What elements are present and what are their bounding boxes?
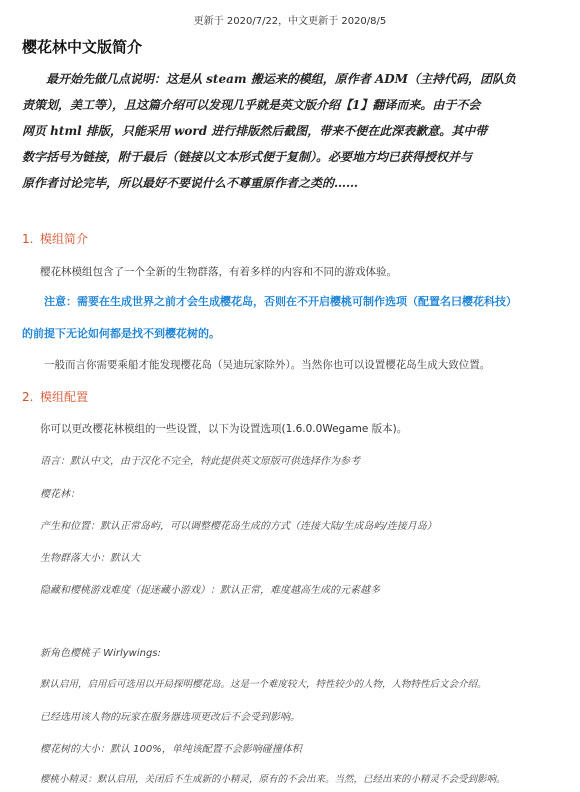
page-title: 樱花林中文版简介: [22, 38, 143, 56]
section-number: 1.: [22, 232, 34, 246]
section-heading-1: [22, 230, 88, 247]
intro-line: 最开始先做几点说明：这是从 steam 搬运来的模组，原作者 ADM（主持代码，团队负: [46, 72, 516, 86]
config-item: 隐藏和樱桃游戏难度（捉迷藏小游戏）：默认正常，难度越高生成的元素越多: [40, 585, 380, 596]
config-item: 默认启用，启用后可选用以开局探明樱花岛。这是一个难度较大，特性较少的人物，人物特性后文会介绍。: [40, 679, 487, 690]
section2-paragraph: 你可以更改樱花林模组的一些设置，以下为设置选项(1.6.0.0Wegame 版本)。: [40, 423, 408, 435]
warning-note-line: 的前提下无论如何都是找不到樱花树的。: [22, 327, 220, 340]
section-heading-2: [22, 388, 88, 405]
section-title: 模组简介: [40, 232, 89, 246]
intro-line: 网页 html 排版，只能采用 word 进行排版然后截图，带来不便在此深表歉意。其中带: [22, 124, 488, 138]
section-number: 2.: [22, 390, 34, 404]
intro-line: 数字括号为链接，附于最后（链接以文本形式便于复制）。必要地方均已获得授权并与: [22, 150, 473, 164]
config-item: 樱桃小精灵：默认启用，关闭后不生成新的小精灵，原有的不会出来。当然，已经出来的小精灵不会受到影响。: [40, 774, 506, 785]
config-item: 产生和位置：默认正常岛屿，可以调整樱花岛生成的方式（连接大陆/生成岛屿/连接月岛）: [40, 521, 437, 532]
config-item: 生物群落大小：默认大: [40, 553, 140, 564]
config-item: 新角色樱桃子 Wirlywings:: [40, 648, 161, 659]
config-item: 樱花林：: [40, 489, 80, 500]
warning-note-line: 注意：需要在生成世界之前才会生成樱花岛，否则在不开启樱桃可制作选项（配置名曰樱花科技）: [44, 295, 517, 308]
section-title: 模组配置: [40, 390, 89, 404]
section1-paragraph: 樱花林模组包含了一个全新的生物群落，有着多样的内容和不同的游戏体验。: [40, 266, 397, 278]
section1-paragraph: 一般而言你需要乘船才能发现樱花岛（吴迪玩家除外）。当然你也可以设置樱花岛生成大致位置。: [44, 359, 491, 371]
intro-paragraph: [22, 66, 562, 196]
update-note: 更新于 2020/7/22，中文更新于 2020/8/5: [193, 16, 387, 27]
intro-line: 责策划，美工等），且这篇介绍可以发现几乎就是英文版介绍【1】翻译而来。由于不会: [22, 98, 481, 112]
config-item: 语言：默认中文，由于汉化不完全，特此提供英文原版可供选择作为参考: [40, 456, 360, 467]
intro-line: 原作者讨论完毕，所以最好不要说什么不尊重原作者之类的……: [22, 176, 359, 190]
config-item: 已经选用该人物的玩家在服务器选项更改后不会受到影响。: [40, 712, 300, 723]
config-item: 樱花树的大小：默认 100%，单纯该配置不会影响碰撞体积: [40, 744, 302, 755]
